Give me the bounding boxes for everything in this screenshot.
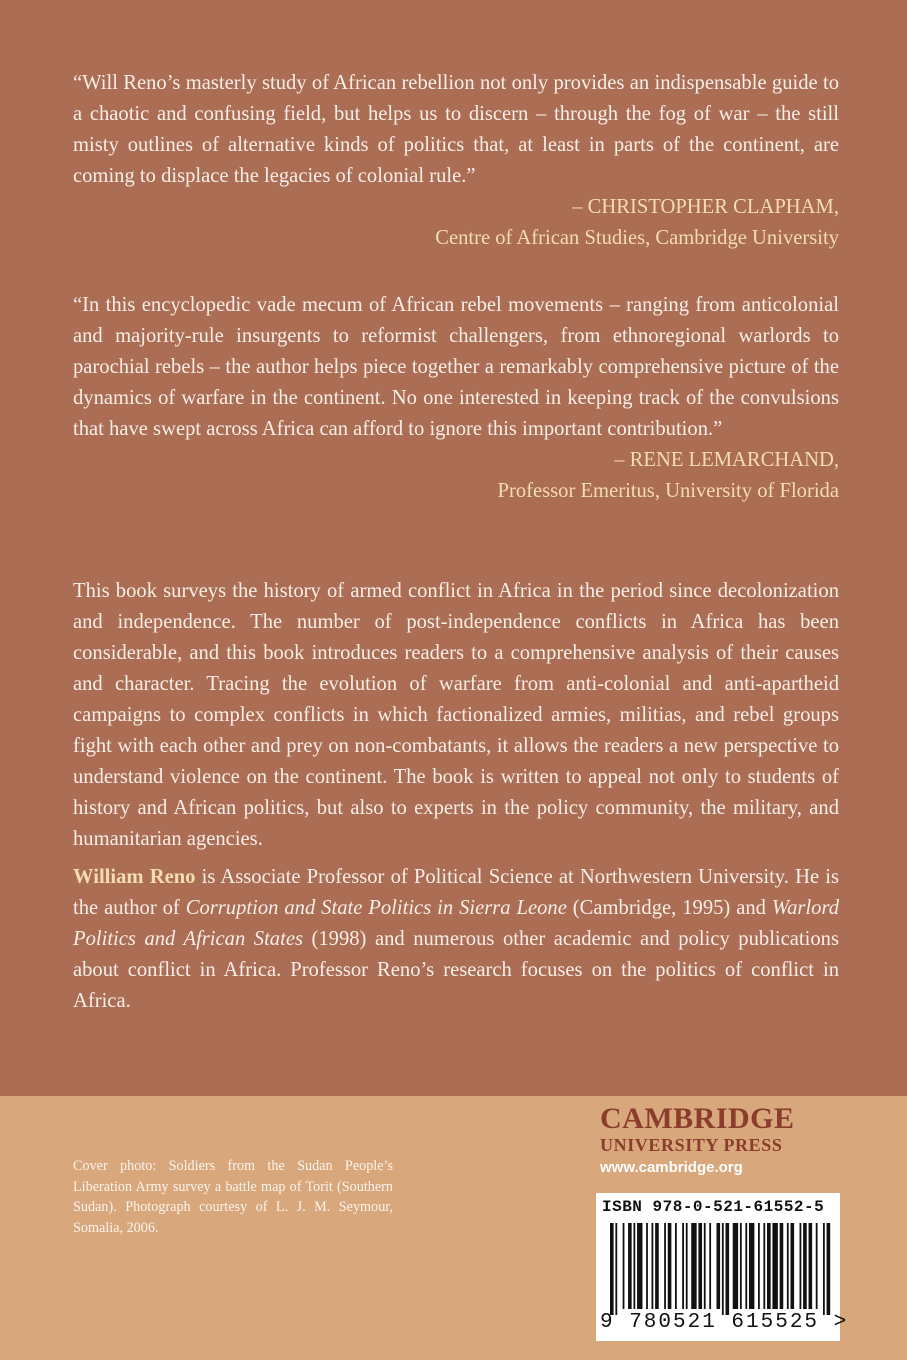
quote-author-name: – CHRISTOPHER CLAPHAM, xyxy=(572,196,839,218)
isbn-label: ISBN 978-0-521-61552-5 xyxy=(602,1198,825,1216)
barcode-bars-icon xyxy=(610,1223,832,1315)
barcode-bar xyxy=(787,1223,789,1309)
barcode-bar xyxy=(691,1223,696,1309)
barcode-bar xyxy=(758,1223,760,1309)
book-title: Warlord Politics and African States xyxy=(73,897,840,950)
barcode-bar xyxy=(633,1223,635,1309)
author-bio-text: (1998) and numerous other academic and policy publications about conflict in Africa. Professor Reno’s research focuses on the politics of conflict in Africa. xyxy=(73,928,839,1012)
barcode-bar xyxy=(767,1223,771,1309)
book-title: Corruption and State Politics in Sierra Leone xyxy=(185,897,567,919)
barcode-bar xyxy=(780,1223,784,1309)
author-bio-text: is Associate Professor of Political Science at Northwestern University. He is the author of xyxy=(73,866,839,919)
barcode-bar xyxy=(628,1223,632,1309)
barcode-bar xyxy=(726,1223,730,1315)
barcode-bar xyxy=(652,1223,654,1309)
author-bio-text: (Cambridge, 1995) and xyxy=(566,897,772,919)
barcode-bar xyxy=(790,1223,794,1309)
endorsement-quote-2 xyxy=(73,290,839,507)
barcode-bar xyxy=(682,1223,684,1309)
barcode-bar xyxy=(610,1223,614,1315)
quote-author-name: – RENE LEMARCHAND, xyxy=(614,449,839,471)
quote-author-affiliation: Professor Emeritus, University of Florida xyxy=(497,480,839,502)
barcode-bar xyxy=(740,1223,742,1309)
barcode-bar xyxy=(722,1223,724,1315)
book-description: This book surveys the history of armed conflict in Africa in the period since decolonization and independence. The number of post-independence conflicts in Africa has been considerable, and this book introduces readers to a comprehensive analysis of their causes and character. Tracing the evolution of warfare from anti-colonial and anti-apartheid campaigns to complex conflicts in which factionalized armies, militias, and rebel groups fight with each other and prey on non-combatants, it allows the readers a new perspective to understand violence on the continent. The book is written to appeal not only to students of history and African politics, but also to experts in the policy community, the military, and humanitarian agencies. xyxy=(73,580,839,850)
barcode-bar xyxy=(763,1223,765,1309)
barcode-bar xyxy=(704,1223,706,1309)
barcode-bar xyxy=(623,1223,625,1309)
endorsement-quote-1 xyxy=(73,68,839,254)
publisher-logo xyxy=(600,1103,840,1179)
quote-attribution xyxy=(73,445,839,507)
barcode-bar xyxy=(668,1223,672,1309)
publisher-subname: UNIVERSITY PRESS xyxy=(600,1135,783,1155)
barcode-bar xyxy=(816,1223,818,1309)
barcode-bar xyxy=(827,1223,831,1315)
barcode-bar xyxy=(664,1223,666,1309)
barcode-bar xyxy=(637,1223,642,1309)
barcode-bar xyxy=(772,1223,777,1309)
barcode-bar xyxy=(749,1223,754,1309)
barcode-bar xyxy=(615,1223,617,1315)
barcode-bar xyxy=(709,1223,711,1309)
barcode-bar xyxy=(716,1223,720,1309)
barcode-bar xyxy=(686,1223,688,1309)
barcode xyxy=(596,1193,849,1341)
barcode-bar xyxy=(745,1223,747,1309)
barcode-bar xyxy=(646,1223,648,1309)
quote-author-affiliation: Centre of African Studies, Cambridge University xyxy=(435,227,839,249)
barcode-bar xyxy=(809,1223,813,1309)
barcode-bar xyxy=(823,1223,825,1315)
author-name: William Reno xyxy=(73,866,196,888)
publisher-url: www.cambridge.org xyxy=(600,1159,743,1176)
barcode-bar xyxy=(800,1223,802,1309)
quote-attribution xyxy=(73,192,839,254)
barcode-bar xyxy=(698,1223,702,1309)
barcode-bar xyxy=(655,1223,659,1309)
publisher-name: CAMBRIDGE xyxy=(600,1102,795,1135)
author-bio xyxy=(73,862,839,1017)
quote-text: “Will Reno’s masterly study of African rebellion not only provides an indispensable guide to a chaotic and confusing field, but helps us to discern – through the fog of war – the still misty outlines of alternative kinds of politics that, at least in parts of the continent, are coming to displace the legacies of colonial rule.” xyxy=(73,72,839,187)
barcode-digits: 9 780521 615525 > xyxy=(600,1311,849,1334)
cover-photo-credit: Cover photo: Soldiers from the Sudan People’s Liberation Army survey a battle map of Torit (Southern Sudan). Photograph courtesy of L. J. M. Seymour, Somalia, 2006. xyxy=(73,1158,393,1236)
barcode-bar xyxy=(733,1223,738,1309)
barcode-bar xyxy=(803,1223,807,1309)
barcode-bar xyxy=(675,1223,677,1309)
quote-text: “In this encyclopedic vade mecum of African rebel movements – ranging from anticolonial and majority-rule insurgents to reformist challengers, from ethnoregional warlords to parochial rebels – the author helps piece together a remarkably comprehensive picture of the dynamics of warfare in the continent. No one interested in keeping track of the convulsions that have swept across Africa can afford to ignore this important contribution.” xyxy=(73,294,839,440)
